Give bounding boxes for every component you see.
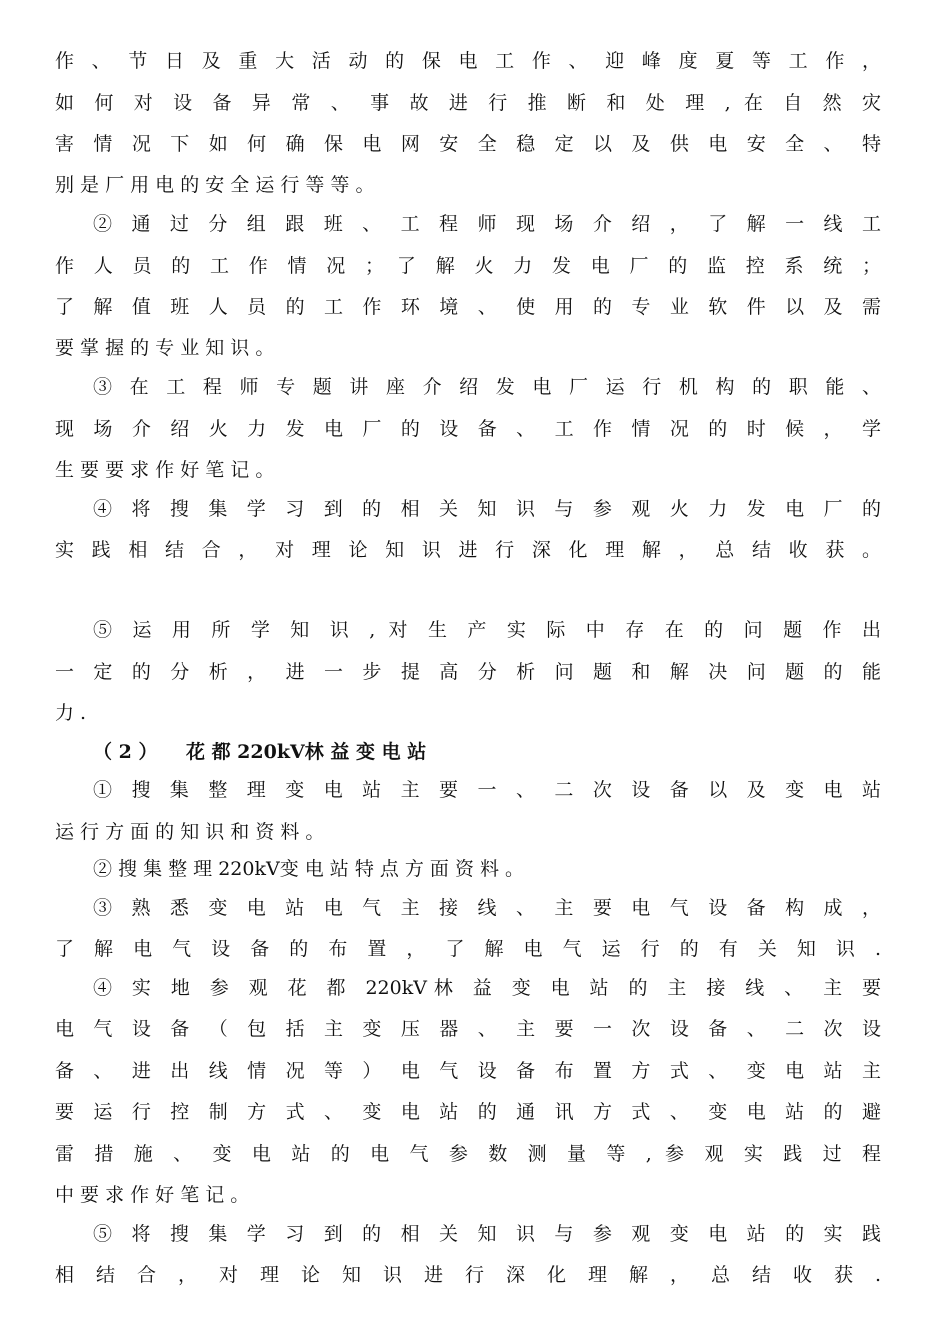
text-line: ① 搜 集 整 理 变 电 站 主 要 一 、 二 次 设 备 以 及 变 电 站 xyxy=(93,779,881,801)
text-line: ④ 将 搜 集 学 习 到 的 相 关 知 识 与 参 观 火 力 发 电 厂 的 xyxy=(93,498,881,520)
text-line: ⑤ 将 搜 集 学 习 到 的 相 关 知 识 与 参 观 变 电 站 的 实 践 xyxy=(93,1223,881,1245)
text-line: 了 解 电 气 设 备 的 布 置 ， 了 解 电 气 运 行 的 有 关 知 识 . xyxy=(55,938,881,960)
text-line: 实 践 相 结 合 ， 对 理 论 知 识 进 行 深 化 理 解 ， 总 结 收 获 。 xyxy=(55,539,881,561)
text-line: ② 搜 集 整 理 220kV变 电 站 特 点 方 面 资 料 。 xyxy=(93,858,525,880)
text-line: 作 人 员 的 工 作 情 况 ； 了 解 火 力 发 电 厂 的 监 控 系 统 ； xyxy=(55,255,881,277)
section-heading: （ 2 ） 花 都 220kV林 益 变 电 站 xyxy=(93,741,427,763)
text-line: 害 情 况 下 如 何 确 保 电 网 安 全 稳 定 以 及 供 电 安 全 、 特 xyxy=(55,133,881,155)
text-line: 中 要 求 作 好 笔 记 。 xyxy=(55,1184,250,1206)
text-line: 运 行 方 面 的 知 识 和 资 料 。 xyxy=(55,821,325,843)
text-line: ③ 熟 悉 变 电 站 电 气 主 接 线 、 主 要 电 气 设 备 构 成 ， xyxy=(93,897,881,919)
text-line: ④ 实 地 参 观 花 都 220kV林 益 变 电 站 的 主 接 线 、 主 要 xyxy=(93,977,881,999)
text-line: 了 解 值 班 人 员 的 工 作 环 境 、 使 用 的 专 业 软 件 以 及 需 xyxy=(55,296,881,318)
text-line: 一 定 的 分 析 ， 进 一 步 提 高 分 析 问 题 和 解 决 问 题 的 能 xyxy=(55,661,881,683)
text-line: 别 是 厂 用 电 的 安 全 运 行 等 等 。 xyxy=(55,174,375,196)
text-line: 相 结 合 ， 对 理 论 知 识 进 行 深 化 理 解 ， 总 结 收 获 . xyxy=(55,1264,881,1286)
text-line: ③ 在 工 程 师 专 题 讲 座 介 绍 发 电 厂 运 行 机 构 的 职 能 、 xyxy=(93,376,881,398)
text-line: 力 . xyxy=(55,702,87,724)
text-line: 如 何 对 设 备 异 常 、 事 故 进 行 推 断 和 处 理 , 在 自 然 灾 xyxy=(55,92,881,114)
text-line: 生 要 要 求 作 好 笔 记 。 xyxy=(55,459,275,481)
text-line: 雷 措 施 、 变 电 站 的 电 气 参 数 测 量 等 , 参 观 实 践 过 程 xyxy=(55,1143,881,1165)
text-line: 备 、 进 出 线 情 况 等 ） 电 气 设 备 布 置 方 式 、 变 电 站 主 xyxy=(55,1060,881,1082)
text-line: ⑤ 运 用 所 学 知 识 , 对 生 产 实 际 中 存 在 的 问 题 作 出 xyxy=(93,619,881,641)
text-line: ② 通 过 分 组 跟 班 、 工 程 师 现 场 介 绍 ， 了 解 一 线 工 xyxy=(93,213,881,235)
text-line: 要 运 行 控 制 方 式 、 变 电 站 的 通 讯 方 式 、 变 电 站 的 避 xyxy=(55,1101,881,1123)
text-line: 要 掌 握 的 专 业 知 识 。 xyxy=(55,337,275,359)
text-line: 电 气 设 备 （ 包 括 主 变 压 器 、 主 要 一 次 设 备 、 二 次 设 xyxy=(55,1018,881,1040)
text-line: 作 、 节 日 及 重 大 活 动 的 保 电 工 作 、 迎 峰 度 夏 等 工 作 ， xyxy=(55,50,881,72)
text-line: 现 场 介 绍 火 力 发 电 厂 的 设 备 、 工 作 情 况 的 时 候 ， 学 xyxy=(55,418,881,440)
